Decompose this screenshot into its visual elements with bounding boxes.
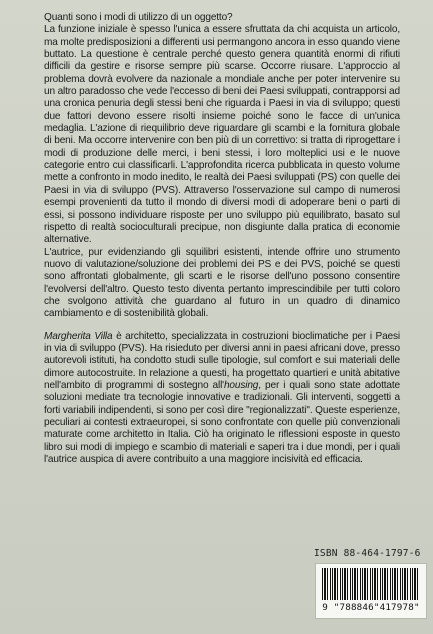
author-bio [44, 331, 400, 467]
barcode-bars [322, 568, 420, 600]
author-bio-part-1: è architetto, specializzata in costruzioni bioclimatiche per i Paesi in via di sviluppo (PVS). Ha risieduto per diversi anni in paesi africani dove, presso autorevoli istituti, ha condotto studi sulle tipologie, sul comfort e sui materiali delle dimore autocostruite. In relazione a questi, ha progettato quartieri e unità abitative nell'ambito di programmi di sostegno all' [44, 330, 400, 391]
housing-term: housing [223, 379, 259, 391]
barcode-number: 9 "788846"417978" [322, 602, 420, 613]
intro-paragraph-1: La funzione iniziale è spesso l'unica a essere sfruttata da chi acquista un articolo, ma molte predisposizioni a differenti usi permangono ancora in esso quando viene buttato. La questione è centrale perché questo genera quantità enormi di rifiuti difficili da gestire e risorse sempre più scarse. Occorre riusare. L'approccio al problema dovrà evolvere da nazionale a mondiale anche per poter intervenire su un altro paradosso che vede l'eccesso di beni dei Paesi sviluppati, contrapporsi ad una cronica penuria degli stessi beni che riguarda i Paesi in via di sviluppo; questi due fattori devono essere risolti insieme poiché sono le facce di un'unica medaglia. L'azione di riequilibrio deve riguardare gli scambi e la fornitura globale di beni. Ma occorre intervenire con ben più di un correttivo: si tratta di riprogettare i modi di produzione delle merci, i beni stessi, i loro molteplici usi e le nuove categorie entro cui classificarli. L'approfondita ricerca pubblicata in questo volume mette a confronto in modo inedito, le realtà dei Paesi sviluppati (PS) con quelle dei Paesi in via di sviluppo (PVS). Attraverso l'osservazione sul campo di numerosi esempi provenienti da tutto il mondo di diversi modi di adoperare beni o parti di essi, si possono individuare risposte per uno sviluppo più equilibrato, basato sul rispetto di realtà socioculturali precipue, non disgiunte dalla pratica di economie alternative. [44, 24, 400, 246]
isbn-label: ISBN 88-464-1797-6 [314, 548, 421, 559]
back-cover-text [44, 12, 400, 466]
author-name: Margherita Villa [44, 330, 113, 342]
intro-paragraph-2: L'autrice, pur evidenziando gli squilibri esistenti, intende offrire uno strumento nuovo di valutazione/soluzione dei problemi dei PS e dei PVS, poiché se questi sono affrontati globalmente, gli scarti e le risorse dell'uno possono consentire l'evolversi dell'altro. Questo testo diventa pertanto imprescindibile per tutti coloro che svolgono attività che guardano al futuro in un quadro di dinamico cambiamento e di sostenibilità globali. [44, 246, 400, 320]
intro-question: Quanti sono i modi di utilizzo di un oggetto? [44, 12, 233, 23]
barcode [315, 563, 427, 619]
author-bio-part-2: , per i quali sono state adottate soluzioni mediate tra tecnologie innovative e tradizionali. Gli interventi, soggetti a forti variabili indipendenti, si sono per così dire "regionalizzati". Queste esperienze, peculiari ai contesti extraeuropei, si sono confrontate con quelle più convenzionali maturate come architetto in Italia. Ciò ha originato le riflessioni esposte in questo libro sui modi di impiego e scambio di materiali e saperi tra i due mondi, per i quali l'autrice auspica di avere contribuito a una maggiore incisività ed efficacia. [44, 379, 400, 466]
